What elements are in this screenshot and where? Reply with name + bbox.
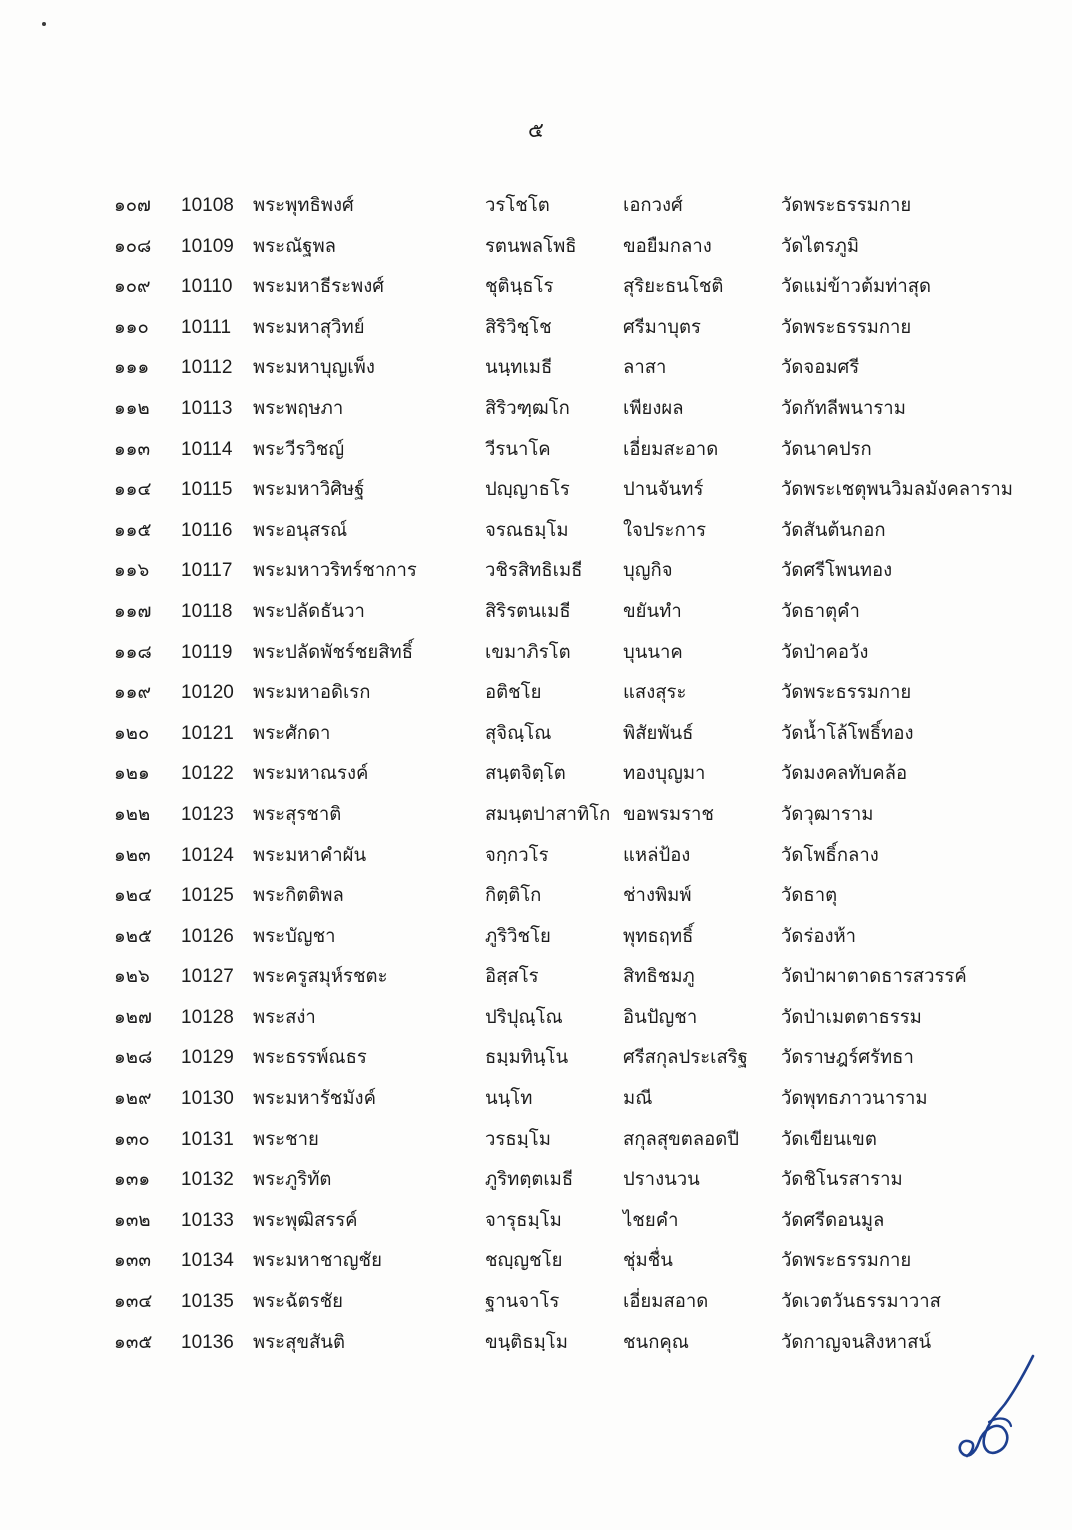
record-temple: วัดไตรภูมิ: [781, 235, 860, 257]
record-monastic-name: สนฺตจิตฺโต: [485, 763, 566, 785]
record-temple: วัดพุทธภาวนาราม: [781, 1088, 928, 1110]
record-sequence: ๑๒๖: [114, 966, 150, 988]
table-row: [0, 673, 1072, 714]
record-sequence: ๑๑๑: [114, 357, 150, 379]
table-row: [0, 1323, 1072, 1364]
record-temple: วัดพระธรรมกาย: [781, 316, 912, 338]
record-monastic-name: นนฺโท: [485, 1088, 533, 1110]
record-monastic-name: ขนฺติธมฺโม: [485, 1331, 568, 1353]
record-temple: วัดป่าเมตตาธรรม: [781, 1006, 922, 1028]
record-surname: มณี: [623, 1088, 653, 1110]
table-row: [0, 1201, 1072, 1242]
record-temple: วัดศรีโพนทอง: [781, 560, 893, 582]
table-row: [0, 348, 1072, 389]
record-surname: เอี่ยมสะอาด: [623, 438, 719, 460]
table-row: [0, 754, 1072, 795]
record-temple: วัดจอมศรี: [781, 357, 860, 379]
record-name: พระศักดา: [253, 722, 331, 744]
record-monastic-name: วรธมฺโม: [485, 1128, 551, 1150]
record-surname: ปานจันทร์: [623, 479, 704, 501]
record-name: พระมหาสุวิทย์: [253, 316, 365, 338]
record-surname: ลาสา: [623, 357, 667, 379]
record-surname: ศรีมาบุตร: [623, 316, 701, 338]
record-monastic-name: รตนพลโพธิ: [485, 235, 577, 257]
record-temple: วัดราษฎร์ศรัทธา: [781, 1047, 914, 1069]
record-monastic-name: จารุธมฺโม: [485, 1209, 562, 1231]
record-name: พระมหารัชมังค์: [253, 1088, 376, 1110]
record-name: พระปลัดพัชร์ชยสิทธิ์: [253, 641, 414, 663]
record-monastic-name: ธมฺมทินฺโน: [485, 1047, 569, 1069]
record-monastic-name: อติชโย: [485, 682, 542, 704]
record-code: 10114: [181, 438, 233, 460]
record-monastic-name: วชิรสิทธิเมธี: [485, 560, 583, 582]
record-monastic-name: ปญฺญาธโร: [485, 479, 570, 501]
record-name: พระสุขสันติ: [253, 1331, 345, 1353]
record-name: พระอนุสรณ์: [253, 519, 348, 541]
record-sequence: ๑๑๐: [114, 316, 149, 338]
record-sequence: ๑๑๗: [114, 600, 152, 622]
record-code: 10131: [181, 1128, 234, 1150]
table-row: [0, 876, 1072, 917]
record-temple: วัดนาคปรก: [781, 438, 872, 460]
record-name: พระสง่า: [253, 1006, 316, 1028]
record-code: 10134: [181, 1250, 234, 1272]
record-name: พระมหาอดิเรก: [253, 682, 371, 704]
record-name: พระสุรชาติ: [253, 803, 342, 825]
record-surname: แหล่ป้อง: [623, 844, 691, 866]
record-temple: วัดศรีดอนมูล: [781, 1209, 885, 1231]
record-monastic-name: จรณธมฺโม: [485, 519, 569, 541]
record-sequence: ๑๐๙: [114, 276, 151, 298]
record-monastic-name: สมนฺตปาสาทิโก: [485, 803, 611, 825]
table-row: [0, 1079, 1072, 1120]
record-code: 10120: [181, 682, 234, 704]
record-surname: ทองบุญมา: [623, 763, 706, 785]
record-sequence: ๑๒๘: [114, 1047, 153, 1069]
record-surname: ขยันทำ: [623, 600, 682, 622]
record-sequence: ๑๒๕: [114, 925, 152, 947]
table-row: [0, 470, 1072, 511]
table-row: [0, 836, 1072, 877]
record-code: 10123: [181, 803, 234, 825]
record-name: พระพุทธิพงศ์: [253, 195, 354, 216]
record-code: 10112: [181, 357, 233, 379]
record-name: พระปลัดธันวา: [253, 600, 365, 622]
record-surname: แสงสุระ: [623, 682, 687, 704]
record-temple: วัดวุฒาราม: [781, 803, 874, 825]
table-row: [0, 1282, 1072, 1323]
record-name: พระมหาคำผัน: [253, 844, 367, 866]
record-sequence: ๑๓๐: [114, 1128, 150, 1150]
record-code: 10133: [181, 1209, 234, 1231]
record-name: พระมหาชาญชัย: [253, 1250, 382, 1272]
record-monastic-name: ฐานจาโร: [485, 1291, 560, 1313]
record-code: 10117: [181, 560, 233, 582]
record-temple: วัดชิโนรสาราม: [781, 1169, 903, 1191]
record-name: พระฉัตรชัย: [253, 1291, 344, 1313]
table-row: [0, 795, 1072, 836]
record-name: พระมหาธีระพงศ์: [253, 276, 384, 298]
record-temple: วัดกาญจนสิงหาสน์: [781, 1331, 932, 1353]
record-surname: สุริยะธนโชติ: [623, 276, 724, 298]
record-name: พระมหาวิศิษฐ์: [253, 479, 365, 501]
record-sequence: ๑๑๘: [114, 641, 152, 663]
record-name: พระครูสมุห์รชตะ: [253, 966, 388, 988]
signature-icon: [945, 1352, 1040, 1467]
record-sequence: ๑๒๐: [114, 722, 150, 744]
record-name: พระบัญชา: [253, 925, 336, 947]
record-temple: วัดร่องห้า: [781, 925, 857, 947]
record-sequence: ๑๒๗: [114, 1006, 152, 1028]
table-row: [0, 227, 1072, 268]
record-code: 10128: [181, 1006, 234, 1028]
record-temple: วัดเวตวันธรรมาวาส: [781, 1291, 941, 1313]
record-monastic-name: ภูริวิชโย: [485, 925, 551, 947]
record-name: พระธรรพ์ณธร: [253, 1047, 367, 1069]
record-code: 10116: [181, 519, 233, 541]
record-sequence: ๑๑๕: [114, 519, 152, 541]
record-sequence: ๑๓๔: [114, 1291, 153, 1313]
record-sequence: ๑๒๓: [114, 844, 151, 866]
record-surname: บุนนาค: [623, 641, 683, 663]
record-surname: ใจประการ: [623, 519, 707, 541]
record-sequence: ๑๒๔: [114, 885, 152, 907]
record-surname: ชนกคุณ: [623, 1331, 689, 1353]
record-temple: วัดสันต้นกอก: [781, 519, 886, 541]
record-code: 10118: [181, 600, 233, 622]
record-code: 10124: [181, 844, 234, 866]
record-sequence: ๑๓๕: [114, 1331, 153, 1353]
record-sequence: ๑๐๗: [114, 195, 151, 216]
record-temple: วัดน้ำโล้โพธิ์ทอง: [781, 722, 914, 744]
record-sequence: ๑๑๔: [114, 479, 152, 501]
record-sequence: ๑๐๘: [114, 235, 152, 257]
table-row: [0, 714, 1072, 755]
scan-speck: [42, 22, 46, 26]
table-row: [0, 511, 1072, 552]
table-row: [0, 430, 1072, 471]
record-surname: ขอพรมราช: [623, 803, 714, 825]
record-name: พระภูริทัต: [253, 1169, 332, 1191]
record-code: 10111: [181, 316, 232, 338]
record-surname: ขอยืมกลาง: [623, 235, 712, 257]
record-temple: วัดพระเชตุพนวิมลมังคลาราม: [781, 479, 1013, 501]
record-code: 10132: [181, 1169, 234, 1191]
table-row: [0, 957, 1072, 998]
record-temple: วัดแม่ข้าวต้มท่าสุด: [781, 276, 932, 298]
table-row: [0, 1160, 1072, 1201]
record-monastic-name: เขมาภิรโต: [485, 641, 571, 663]
record-code: 10115: [181, 479, 233, 501]
record-temple: วัดพระธรรมกาย: [781, 682, 912, 704]
table-row: [0, 1038, 1072, 1079]
table-row: [0, 308, 1072, 349]
record-temple: วัดกัทลีพนาราม: [781, 397, 906, 419]
record-code: 10135: [181, 1291, 234, 1313]
record-monastic-name: กิตฺติโก: [485, 885, 542, 907]
record-monastic-name: นนฺทเมธี: [485, 357, 553, 379]
record-monastic-name: สิริรตนเมธี: [485, 600, 571, 622]
record-sequence: ๑๒๑: [114, 763, 150, 785]
record-surname: ศรีสกุลประเสริฐ: [623, 1047, 748, 1069]
record-code: 10122: [181, 763, 234, 785]
record-name: พระมหาณรงค์: [253, 763, 369, 785]
record-name: พระวีรวิชญ์: [253, 438, 345, 460]
record-name: พระมหาวริทร์ชาการ: [253, 560, 417, 582]
table-row: [0, 1120, 1072, 1161]
record-sequence: ๑๒๒: [114, 803, 151, 825]
record-monastic-name: สุจิณฺโณ: [485, 722, 552, 744]
record-code: 10110: [181, 276, 233, 298]
record-temple: วัดธาตุคำ: [781, 600, 860, 622]
record-code: 10119: [181, 641, 233, 663]
record-code: 10130: [181, 1088, 234, 1110]
table-row: [0, 998, 1072, 1039]
record-name: พระมหาบุญเพ็ง: [253, 357, 375, 379]
record-temple: วัดโพธิ์กลาง: [781, 844, 879, 866]
record-code: 10129: [181, 1047, 234, 1069]
table-row: [0, 592, 1072, 633]
table-row: [0, 917, 1072, 958]
record-code: 10127: [181, 966, 234, 988]
record-code: 10125: [181, 885, 234, 907]
record-sequence: ๑๓๑: [114, 1169, 151, 1191]
table-row: [0, 633, 1072, 674]
record-surname: พิสัยพันธ์: [623, 722, 694, 744]
record-temple: วัดเขียนเขต: [781, 1128, 877, 1150]
record-name: พระพฤษภา: [253, 397, 344, 419]
table-row: [0, 267, 1072, 308]
record-surname: สกุลสุขตลอดปี: [623, 1128, 739, 1150]
record-code: 10108: [181, 195, 234, 216]
record-monastic-name: จกฺกวโร: [485, 844, 549, 866]
table-row: [0, 551, 1072, 592]
record-monastic-name: วรโชโต: [485, 195, 550, 216]
record-surname: พุทธฤทธิ์: [623, 925, 694, 947]
record-name: พระกิตติพล: [253, 885, 344, 907]
page-number: ๕: [528, 118, 544, 142]
record-code: 10109: [181, 235, 234, 257]
record-name: พระชาย: [253, 1128, 319, 1150]
record-monastic-name: ปริปุณฺโณ: [485, 1006, 563, 1028]
record-temple: วัดพระธรรมกาย: [781, 195, 912, 216]
record-name: พระพุฒิสรรค์: [253, 1209, 358, 1231]
record-surname: เอี่ยมสอาด: [623, 1291, 709, 1313]
records-list: [0, 186, 1072, 1363]
table-row: [0, 186, 1072, 227]
record-monastic-name: ชญฺญชโย: [485, 1250, 563, 1272]
record-temple: วัดมงคลทับคล้อ: [781, 763, 908, 785]
record-code: 10121: [181, 722, 234, 744]
record-monastic-name: ชุตินฺธโร: [485, 276, 554, 298]
record-monastic-name: วีรนาโค: [485, 438, 551, 460]
record-sequence: ๑๑๒: [114, 397, 150, 419]
record-surname: เอกวงศ์: [623, 195, 683, 216]
record-surname: ช่างพิมพ์: [623, 885, 692, 907]
record-surname: ไชยคำ: [623, 1209, 679, 1231]
record-temple: วัดธาตุ: [781, 885, 838, 907]
record-surname: เพียงผล: [623, 397, 684, 419]
record-sequence: ๑๑๖: [114, 560, 150, 582]
record-code: 10113: [181, 397, 233, 419]
record-surname: ปรางนวน: [623, 1169, 700, 1191]
record-sequence: ๑๓๒: [114, 1209, 151, 1231]
record-monastic-name: สิริวิชฺโช: [485, 316, 552, 338]
record-temple: วัดพระธรรมกาย: [781, 1250, 912, 1272]
record-monastic-name: ภูริทตฺตเมธี: [485, 1169, 574, 1191]
record-surname: บุญกิจ: [623, 560, 673, 582]
record-surname: อินปัญชา: [623, 1006, 698, 1028]
record-sequence: ๑๑๙: [114, 682, 152, 704]
record-surname: ชุ่มชื่น: [623, 1250, 673, 1272]
record-code: 10136: [181, 1331, 234, 1353]
record-name: พระณัฐพล: [253, 235, 336, 257]
record-sequence: ๑๓๓: [114, 1250, 152, 1272]
table-row: [0, 1241, 1072, 1282]
record-sequence: ๑๒๙: [114, 1088, 152, 1110]
record-monastic-name: อิสฺสโร: [485, 966, 539, 988]
table-row: [0, 389, 1072, 430]
record-code: 10126: [181, 925, 234, 947]
record-monastic-name: สิริวฑฺฒโก: [485, 397, 570, 419]
record-surname: สิทธิชมภู: [623, 966, 695, 988]
record-temple: วัดป่าคอวัง: [781, 641, 869, 663]
record-sequence: ๑๑๓: [114, 438, 151, 460]
record-temple: วัดป่าผาตาดธารสวรรค์: [781, 966, 967, 988]
